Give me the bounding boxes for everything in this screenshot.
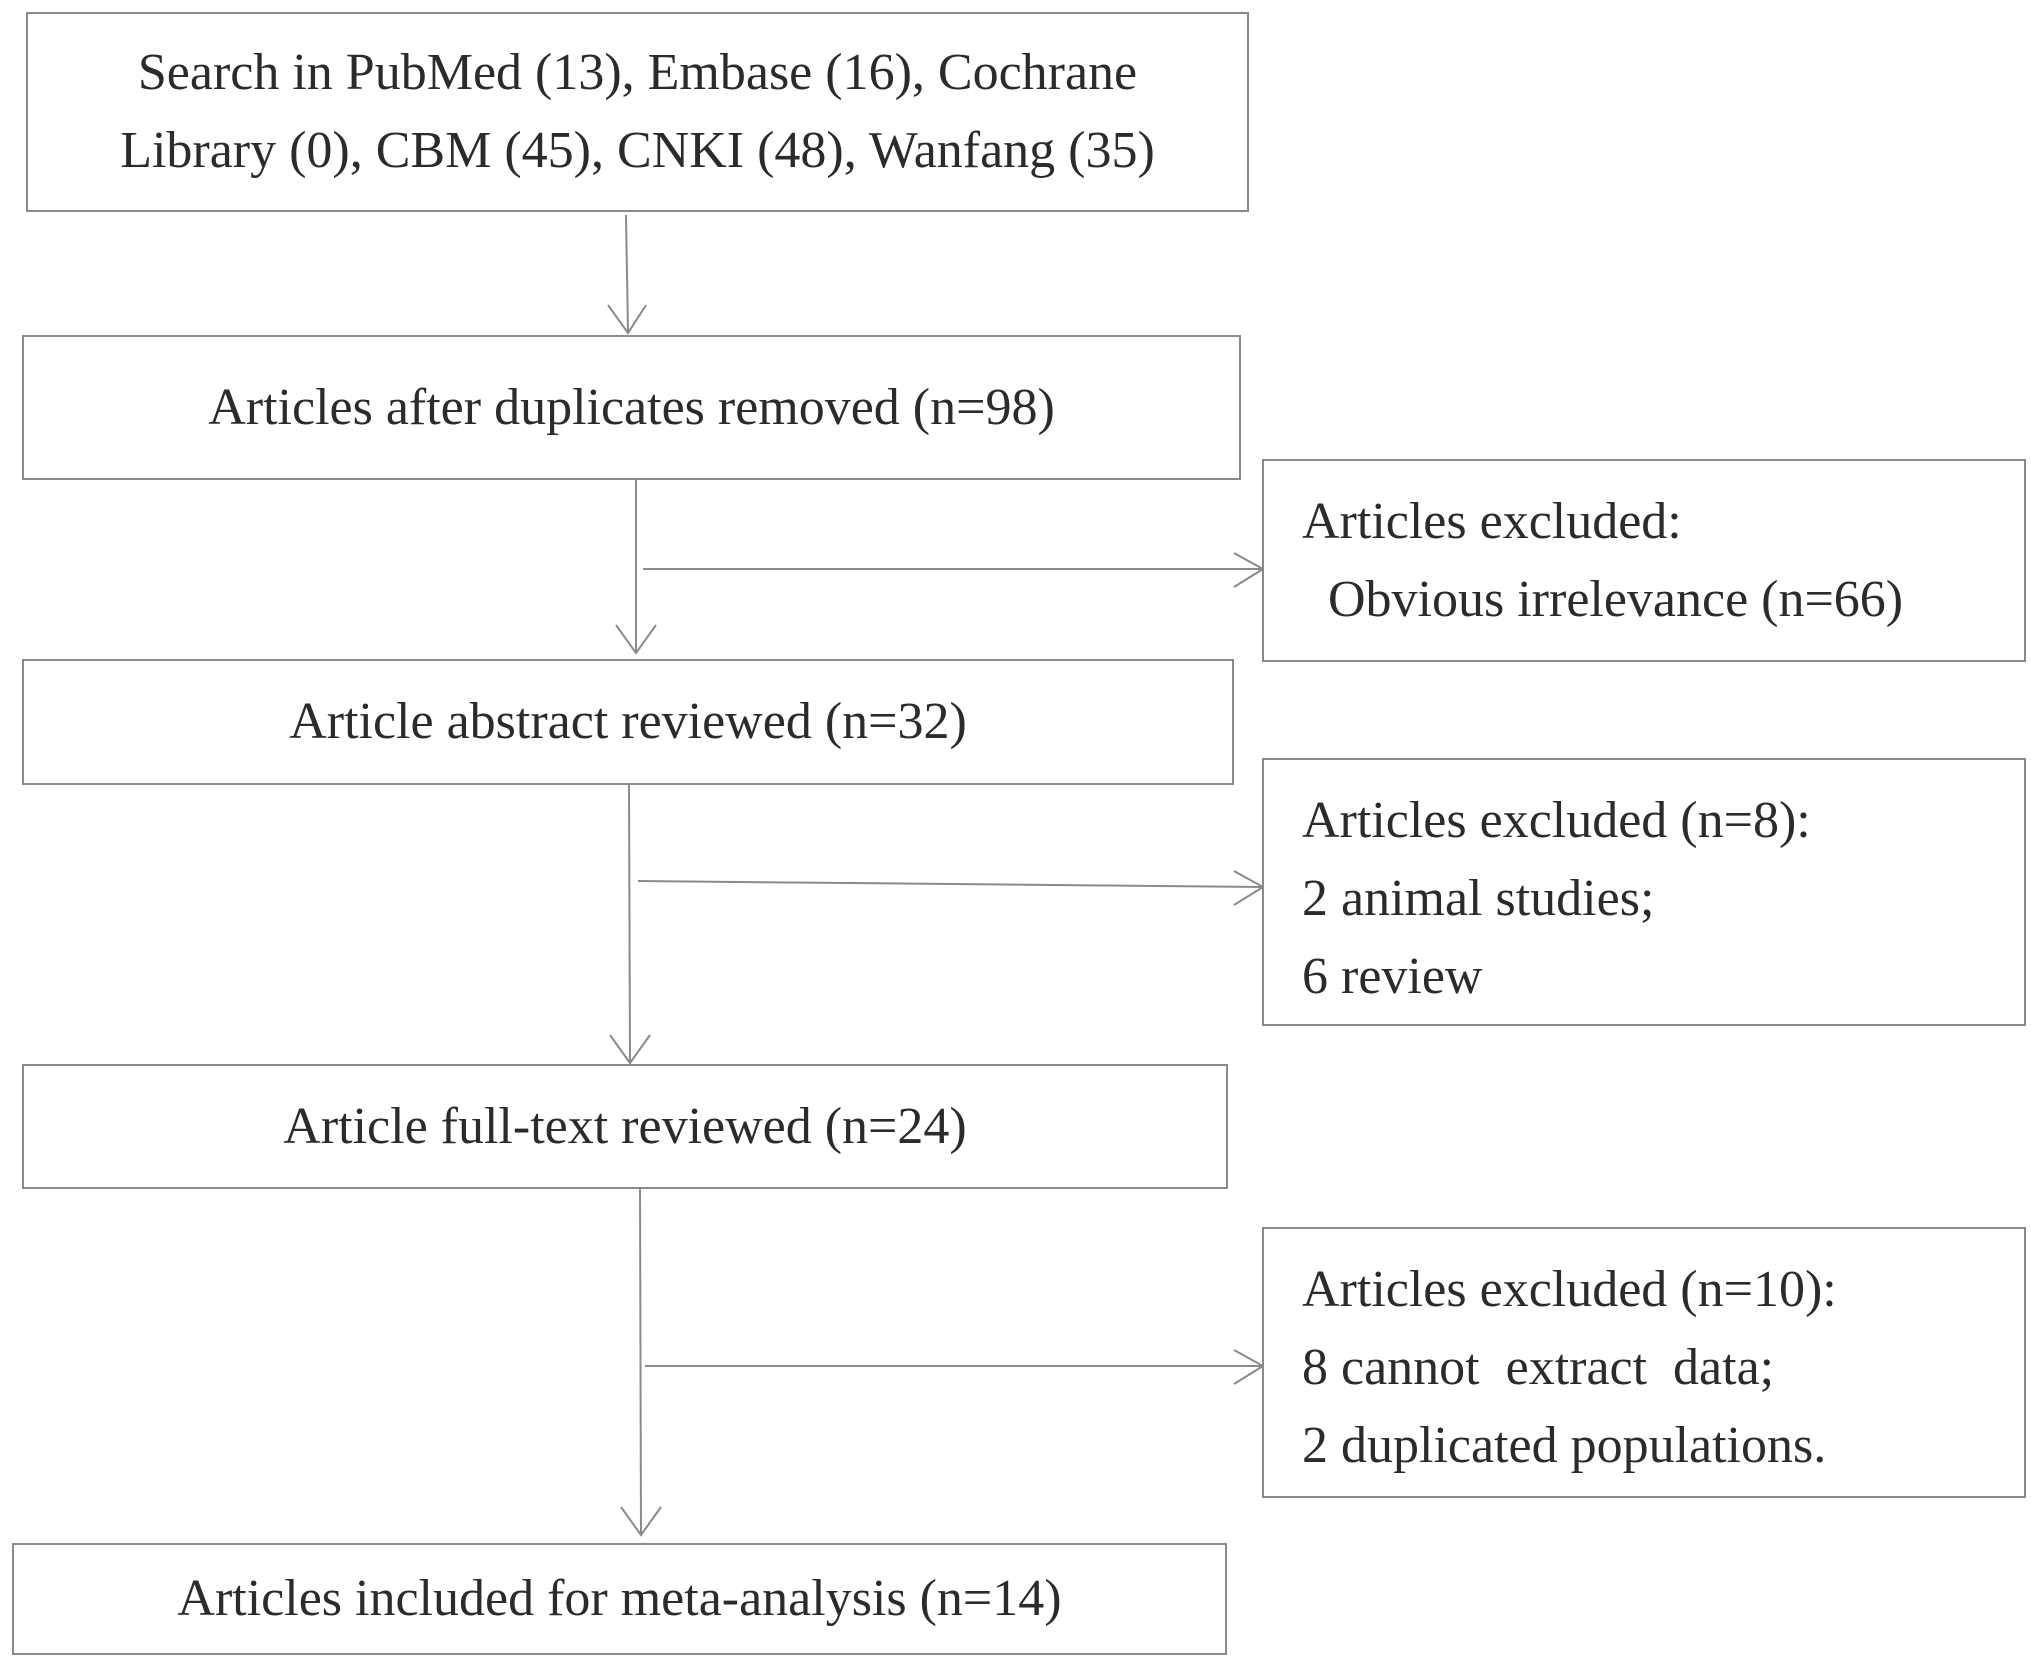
arrowhead-to-excluded2 bbox=[1234, 871, 1263, 905]
search-line-1: Search in PubMed (13), Embase (16), Cochrane bbox=[137, 44, 1138, 101]
arrow-to-excluded2 bbox=[638, 881, 1263, 887]
search-box bbox=[26, 12, 1249, 212]
search-line-2: Library (0), CBM (45), CNKI (48), Wanfang (35) bbox=[120, 122, 1155, 179]
excluded3-line-3: 2 duplicated populations. bbox=[1302, 1417, 1827, 1474]
arrow-search-to-dedup bbox=[626, 215, 628, 333]
arrow-fulltext-to-included bbox=[640, 1187, 641, 1535]
excluded2-line-2: 2 animal studies; bbox=[1302, 870, 1655, 927]
excluded-irrelevance-box bbox=[1262, 459, 2026, 662]
included-box bbox=[12, 1543, 1227, 1655]
arrow-abstract-to-fulltext bbox=[629, 783, 630, 1063]
excluded-fulltext-box bbox=[1262, 1227, 2026, 1498]
abstract-text: Article abstract reviewed (n=32) bbox=[289, 693, 967, 750]
dedup-text: Articles after duplicates removed (n=98) bbox=[208, 378, 1055, 436]
excluded1-line-1: Articles excluded: bbox=[1302, 493, 1682, 550]
abstract-box bbox=[22, 659, 1234, 785]
fulltext-text: Article full-text reviewed (n=24) bbox=[283, 1097, 967, 1155]
included-text: Articles included for meta-analysis (n=14) bbox=[177, 1570, 1062, 1627]
fulltext-box bbox=[22, 1064, 1228, 1189]
excluded1-line-2: Obvious irrelevance (n=66) bbox=[1302, 571, 1904, 628]
excluded3-line-1: Articles excluded (n=10): bbox=[1302, 1261, 1837, 1318]
dedup-box bbox=[22, 335, 1241, 480]
excluded2-line-3: 6 review bbox=[1302, 948, 1483, 1005]
excluded2-line-1: Articles excluded (n=8): bbox=[1302, 792, 1811, 849]
excluded3-line-2: 8 cannot extract data; bbox=[1302, 1339, 1775, 1396]
excluded-abstract-box bbox=[1262, 758, 2026, 1026]
